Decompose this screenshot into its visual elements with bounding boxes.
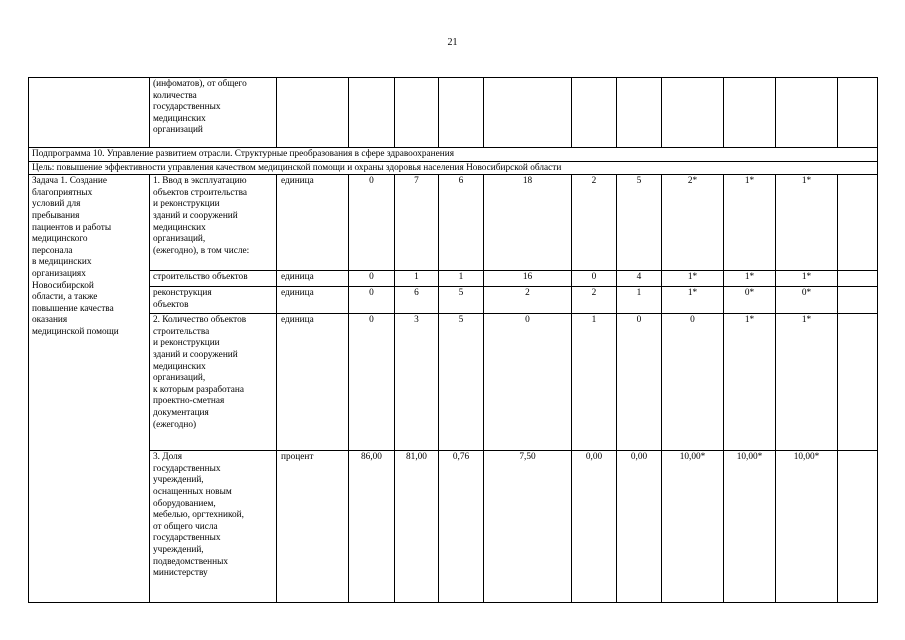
value-cell: 7,50 — [484, 451, 572, 603]
indicator-cell: 2. Количество объектов строительства и реконструкции зданий и сооружений медицинских организаций, к которым разработана проектно-сметная документация (ежегодно) — [150, 314, 277, 451]
value-cell: 10,00* — [776, 451, 838, 603]
empty-cell — [838, 451, 878, 603]
empty-cell — [838, 78, 878, 148]
empty-cell — [838, 314, 878, 451]
empty-cell — [395, 78, 439, 148]
value-cell: 1* — [776, 271, 838, 287]
value-cell: 5 — [439, 287, 484, 314]
unit-cell: единица — [277, 314, 349, 451]
empty-cell — [617, 78, 662, 148]
empty-cell — [484, 78, 572, 148]
unit-cell: единица — [277, 287, 349, 314]
value-cell: 0* — [776, 287, 838, 314]
indicator-cell: (инфоматов), от общего количества государственных медицинских организаций — [150, 78, 277, 148]
value-cell: 0,00 — [572, 451, 617, 603]
goal-title: Цель: повышение эффективности управления качеством медицинской помощи и охраны здоровья населения Новосибирской области — [29, 161, 878, 175]
value-cell: 1* — [776, 314, 838, 451]
value-cell: 6 — [395, 287, 439, 314]
task-cell: Задача 1. Создание благоприятных условий для пребывания пациентов и работы медицинского персонала в медицинских организациях Новосибирской области, а также повышение качества оказания медицинской помощи — [29, 175, 150, 603]
value-cell: 10,00* — [724, 451, 776, 603]
table-row — [29, 451, 878, 603]
value-cell: 4 — [617, 271, 662, 287]
value-cell: 1* — [724, 314, 776, 451]
subprogram-row — [29, 148, 878, 162]
empty-cell — [29, 78, 150, 148]
value-cell: 1 — [572, 314, 617, 451]
empty-cell — [838, 287, 878, 314]
empty-cell — [838, 175, 878, 271]
value-cell: 0 — [617, 314, 662, 451]
unit-cell: единица — [277, 175, 349, 271]
value-cell: 16 — [484, 271, 572, 287]
value-cell: 1* — [724, 271, 776, 287]
value-cell: 3 — [395, 314, 439, 451]
empty-cell — [439, 78, 484, 148]
value-cell: 0 — [484, 314, 572, 451]
empty-cell — [838, 271, 878, 287]
table-row — [29, 271, 878, 287]
value-cell: 81,00 — [395, 451, 439, 603]
value-cell: 0 — [349, 287, 395, 314]
value-cell: 1* — [662, 271, 724, 287]
value-cell: 2 — [572, 287, 617, 314]
empty-cell — [662, 78, 724, 148]
value-cell: 2 — [572, 175, 617, 271]
goal-row — [29, 161, 878, 175]
value-cell: 2 — [484, 287, 572, 314]
value-cell: 18 — [484, 175, 572, 271]
indicator-cell: 3. Доля государственных учреждений, оснащенных новым оборудованием, мебелью, оргтехникой, от общего числа государственных учреждений, подведомственных министерству — [150, 451, 277, 603]
value-cell: 6 — [439, 175, 484, 271]
value-cell: 1* — [776, 175, 838, 271]
value-cell: 1* — [724, 175, 776, 271]
empty-cell — [724, 78, 776, 148]
indicators-table — [28, 77, 878, 603]
table-row — [29, 287, 878, 314]
empty-cell — [776, 78, 838, 148]
subprogram-title: Подпрограмма 10. Управление развитием отрасли. Структурные преобразования в сфере здравоохранения — [29, 148, 878, 162]
value-cell: 1 — [617, 287, 662, 314]
value-cell: 1 — [395, 271, 439, 287]
value-cell: 0,76 — [439, 451, 484, 603]
value-cell: 0 — [349, 175, 395, 271]
value-cell: 5 — [439, 314, 484, 451]
value-cell: 7 — [395, 175, 439, 271]
page-number: 21 — [447, 37, 458, 48]
empty-cell — [572, 78, 617, 148]
value-cell: 1 — [439, 271, 484, 287]
value-cell: 0* — [724, 287, 776, 314]
value-cell: 0 — [349, 314, 395, 451]
table-row — [29, 78, 878, 148]
table-row — [29, 314, 878, 451]
value-cell: 0 — [662, 314, 724, 451]
indicator-cell: строительство объектов — [150, 271, 277, 287]
value-cell: 0 — [572, 271, 617, 287]
value-cell: 1* — [662, 287, 724, 314]
value-cell: 0 — [349, 271, 395, 287]
value-cell: 10,00* — [662, 451, 724, 603]
table-row — [29, 175, 878, 271]
indicator-cell: 1. Ввод в эксплуатацию объектов строительства и реконструкции зданий и сооружений медицинских организаций, (ежегодно), в том числе: — [150, 175, 277, 271]
unit-cell: единица — [277, 271, 349, 287]
value-cell: 2* — [662, 175, 724, 271]
value-cell: 5 — [617, 175, 662, 271]
indicator-cell: реконструкция объектов — [150, 287, 277, 314]
empty-cell — [349, 78, 395, 148]
value-cell: 86,00 — [349, 451, 395, 603]
unit-cell: процент — [277, 451, 349, 603]
empty-cell — [277, 78, 349, 148]
value-cell: 0,00 — [617, 451, 662, 603]
